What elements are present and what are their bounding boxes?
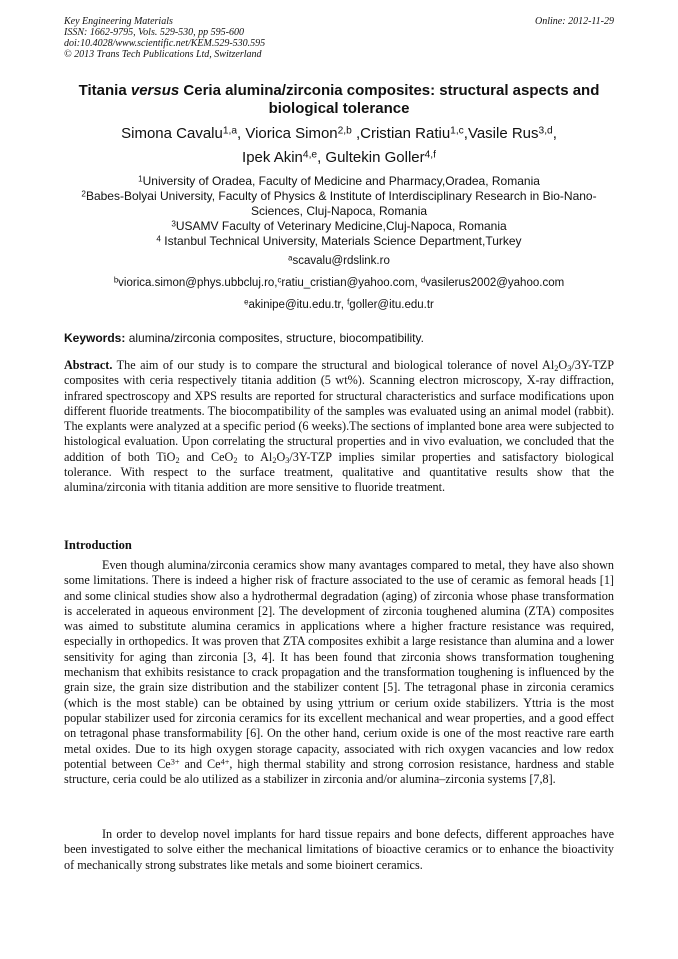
intro-sup: 3+ <box>170 757 180 767</box>
affiliation-2 <box>64 189 614 219</box>
section-heading-introduction: Introduction <box>64 538 132 552</box>
author-name: Gultekin Goller <box>325 149 425 166</box>
author-sep: , <box>463 125 468 142</box>
abstract-text: /3Y-TZP implies similar properties and satisfactory biological tolerance. With respect to the surface treatment, qualitative and quantitative results show that the alumina/zirconia with titania addition are more sensitive to fluoride treatment. <box>64 449 615 495</box>
title-part1: Titania <box>78 82 131 99</box>
journal-name: Key Engineering Materials <box>64 16 173 27</box>
author-sep: , <box>351 125 361 142</box>
author-sep: , <box>317 149 326 166</box>
intro-text: , high thermal stability and strong corrosion resistance, hardness and stable structure, ceria could be alo utilized as a stabilizer in zirconia and/or alumina–zirconia systems [7,8]. <box>64 756 614 787</box>
intro-text: Even though alumina/zirconia ceramics show many avantages compared to metal, they have also shown some limitations. There is indeed a higher risk of fracture associated to the use of ceramic as femoral heads [1] and some clinical studies show also a hydrothermal degradation (aging) of zirconia whose phase transformation is accelerated in aqueous environment [2]. The development of zirconia toughened alumina (ZTA) composites was aimed to substitute alumina ceramics in applications where a higher fracture resistance was required, especially in orthopedics. It was proven that ZTA composites exhibit a large resistance than alumina and a lower sensitivity for aging than zirconia [3, 4]. It has been found that zirconia shows transformation toughening mechanism that exhibits resistance to crack propagation and the transformation toughening is influenced by the grain size, the grain size distribution and the stabilizer content [5]. The tetragonal phase in zirconia ceramics (which is the most stable) can be obtained by using yttrium or cerium oxide stabilizers. Yttria is the most popular stabilizer used for zirconia ceramics for its excellent mechanical and wear properties, and a good effect on tetragonal phase transformability [6]. On the other hand, cerium oxide is one of the most reactive rare earth metal oxides. Due to its high oxygen storage capacity, associated with rich oxygen vacancies and low redox potential between Ce <box>64 558 614 771</box>
affil-sup: 2 <box>81 189 86 199</box>
email-sup: a <box>288 253 293 263</box>
affiliation-list <box>64 174 614 249</box>
email-link[interactable]: akinipe@itu.edu.tr, <box>248 299 348 311</box>
abstract-text: The aim of our study is to compare the structural and biological tolerance of novel Al <box>112 358 555 372</box>
copyright-line: © 2013 Trans Tech Publications Ltd, Switzerland <box>64 49 262 60</box>
email-link[interactable]: goller@itu.edu.tr <box>349 299 434 311</box>
abstract-sub: 2 <box>175 455 180 465</box>
keywords <box>64 331 614 345</box>
author-name: Simona Cavalu <box>121 125 223 142</box>
affil-sup: 3 <box>171 219 176 229</box>
email-line-2 <box>64 272 614 294</box>
email-line-1 <box>64 250 614 272</box>
author-sep: , <box>552 125 557 142</box>
author-name: Viorica Simon <box>245 125 338 142</box>
abstract-text: to Al <box>237 449 273 464</box>
affil-text: University of Oradea, Faculty of Medicine and Pharmacy,Oradea, Romania <box>142 174 540 188</box>
email-sup: f <box>347 297 350 307</box>
email-sup: b <box>113 275 119 285</box>
intro-paragraph-2: In order to develop novel implants for hard tissue repairs and bone defects, different approaches have been investigated to solve either the mechanical limitations of bioactive ceramics or to enhance the bioactivity of mechanically strong substrates like metals and some bioinert ceramics. <box>64 827 614 872</box>
abstract-text: O <box>276 449 286 464</box>
author-sup: 4,f <box>424 149 436 161</box>
journal-header <box>64 16 265 60</box>
email-link[interactable]: viorica.simon@phys.ubbcluj.ro, <box>118 277 278 289</box>
abstract-sub: 2 <box>554 364 559 374</box>
keywords-label: Keywords: <box>64 331 126 345</box>
abstract-text: and CeO <box>179 449 234 464</box>
abstract <box>64 358 614 496</box>
abstract-sub: 3 <box>285 455 290 465</box>
keywords-text: alumina/zirconia composites, structure, biocompatibility. <box>125 331 424 345</box>
author-name: Cristian Ratiu <box>360 125 451 142</box>
title-versus: versus <box>130 82 180 99</box>
affil-text: USAMV Faculty of Veterinary Medicine,Cluj-Napoca, Romania <box>175 219 507 233</box>
online-date: Online: 2012-11-29 <box>535 16 614 27</box>
doi-line: doi:10.4028/www.scientific.net/KEM.529-530.595 <box>64 38 266 49</box>
affiliation-4 <box>64 234 614 249</box>
author-name: Ipek Akin <box>242 149 303 166</box>
abstract-label: Abstract. <box>64 358 113 372</box>
author-sup: 3,d <box>538 125 553 137</box>
abstract-sub: 2 <box>272 455 277 465</box>
email-sup: d <box>420 275 426 285</box>
abstract-sub: 2 <box>233 455 238 465</box>
abstract-text: O <box>558 358 568 372</box>
affil-text: Istanbul Technical University, Materials Science Department,Turkey <box>160 234 522 248</box>
email-link[interactable]: vasilerus2002@yahoo.com <box>425 277 565 289</box>
author-sep: , <box>237 125 246 142</box>
author-sup: 2,b <box>337 125 352 137</box>
affil-sup: 4 <box>156 234 161 244</box>
title-part2: Ceria alumina/zirconia composites: structural aspects and biological tolerance <box>179 82 600 117</box>
intro-paragraph-1 <box>64 558 614 787</box>
email-link[interactable]: ratiu_cristian@yahoo.com, <box>281 277 421 289</box>
author-list <box>64 122 614 170</box>
email-sup: c <box>277 275 282 285</box>
affiliation-3 <box>64 219 614 234</box>
email-link[interactable]: scavalu@rdslink.ro <box>292 255 390 267</box>
email-sup: e <box>244 297 249 307</box>
affiliation-1 <box>64 174 614 189</box>
abstract-sub: 3 <box>567 364 572 374</box>
abstract-text: /3Y-TZP composites with ceria respectively titania addition (5 wt%). Scanning electron microscopy, X-ray diffraction, infrared spectroscopy and XPS results are reported for structural characteristics and surface modifications upon different fluoride treatments. The biocompatibility of the samples was evaluated using an animal model (rabbit). The explants were analyzed at a specific period (6 weeks).The sections of implanted bone area were subjected to histological evaluation. Upon correlating the structural properties and in vivo evaluation, we concluded that the addition of both TiO <box>64 358 614 464</box>
author-sup: 1,a <box>222 125 238 137</box>
intro-text: and Ce <box>179 756 221 771</box>
intro-sup: 4+ <box>220 757 230 767</box>
paper-title <box>64 82 614 118</box>
affil-sup: 1 <box>138 174 143 184</box>
issn-line: ISSN: 1662-9795, Vols. 529-530, pp 595-600 <box>64 27 244 38</box>
author-name: Vasile Rus <box>467 125 539 142</box>
author-sup: 1,c <box>450 125 464 137</box>
affil-text: Babes-Bolyai University, Faculty of Physics & Institute of Interdisciplinary Research in Bio-Nano-Sciences, Cluj-Napoca, Romania <box>85 189 597 218</box>
author-sup: 4,e <box>302 149 318 161</box>
email-line-3 <box>64 294 614 316</box>
email-list <box>64 250 614 316</box>
